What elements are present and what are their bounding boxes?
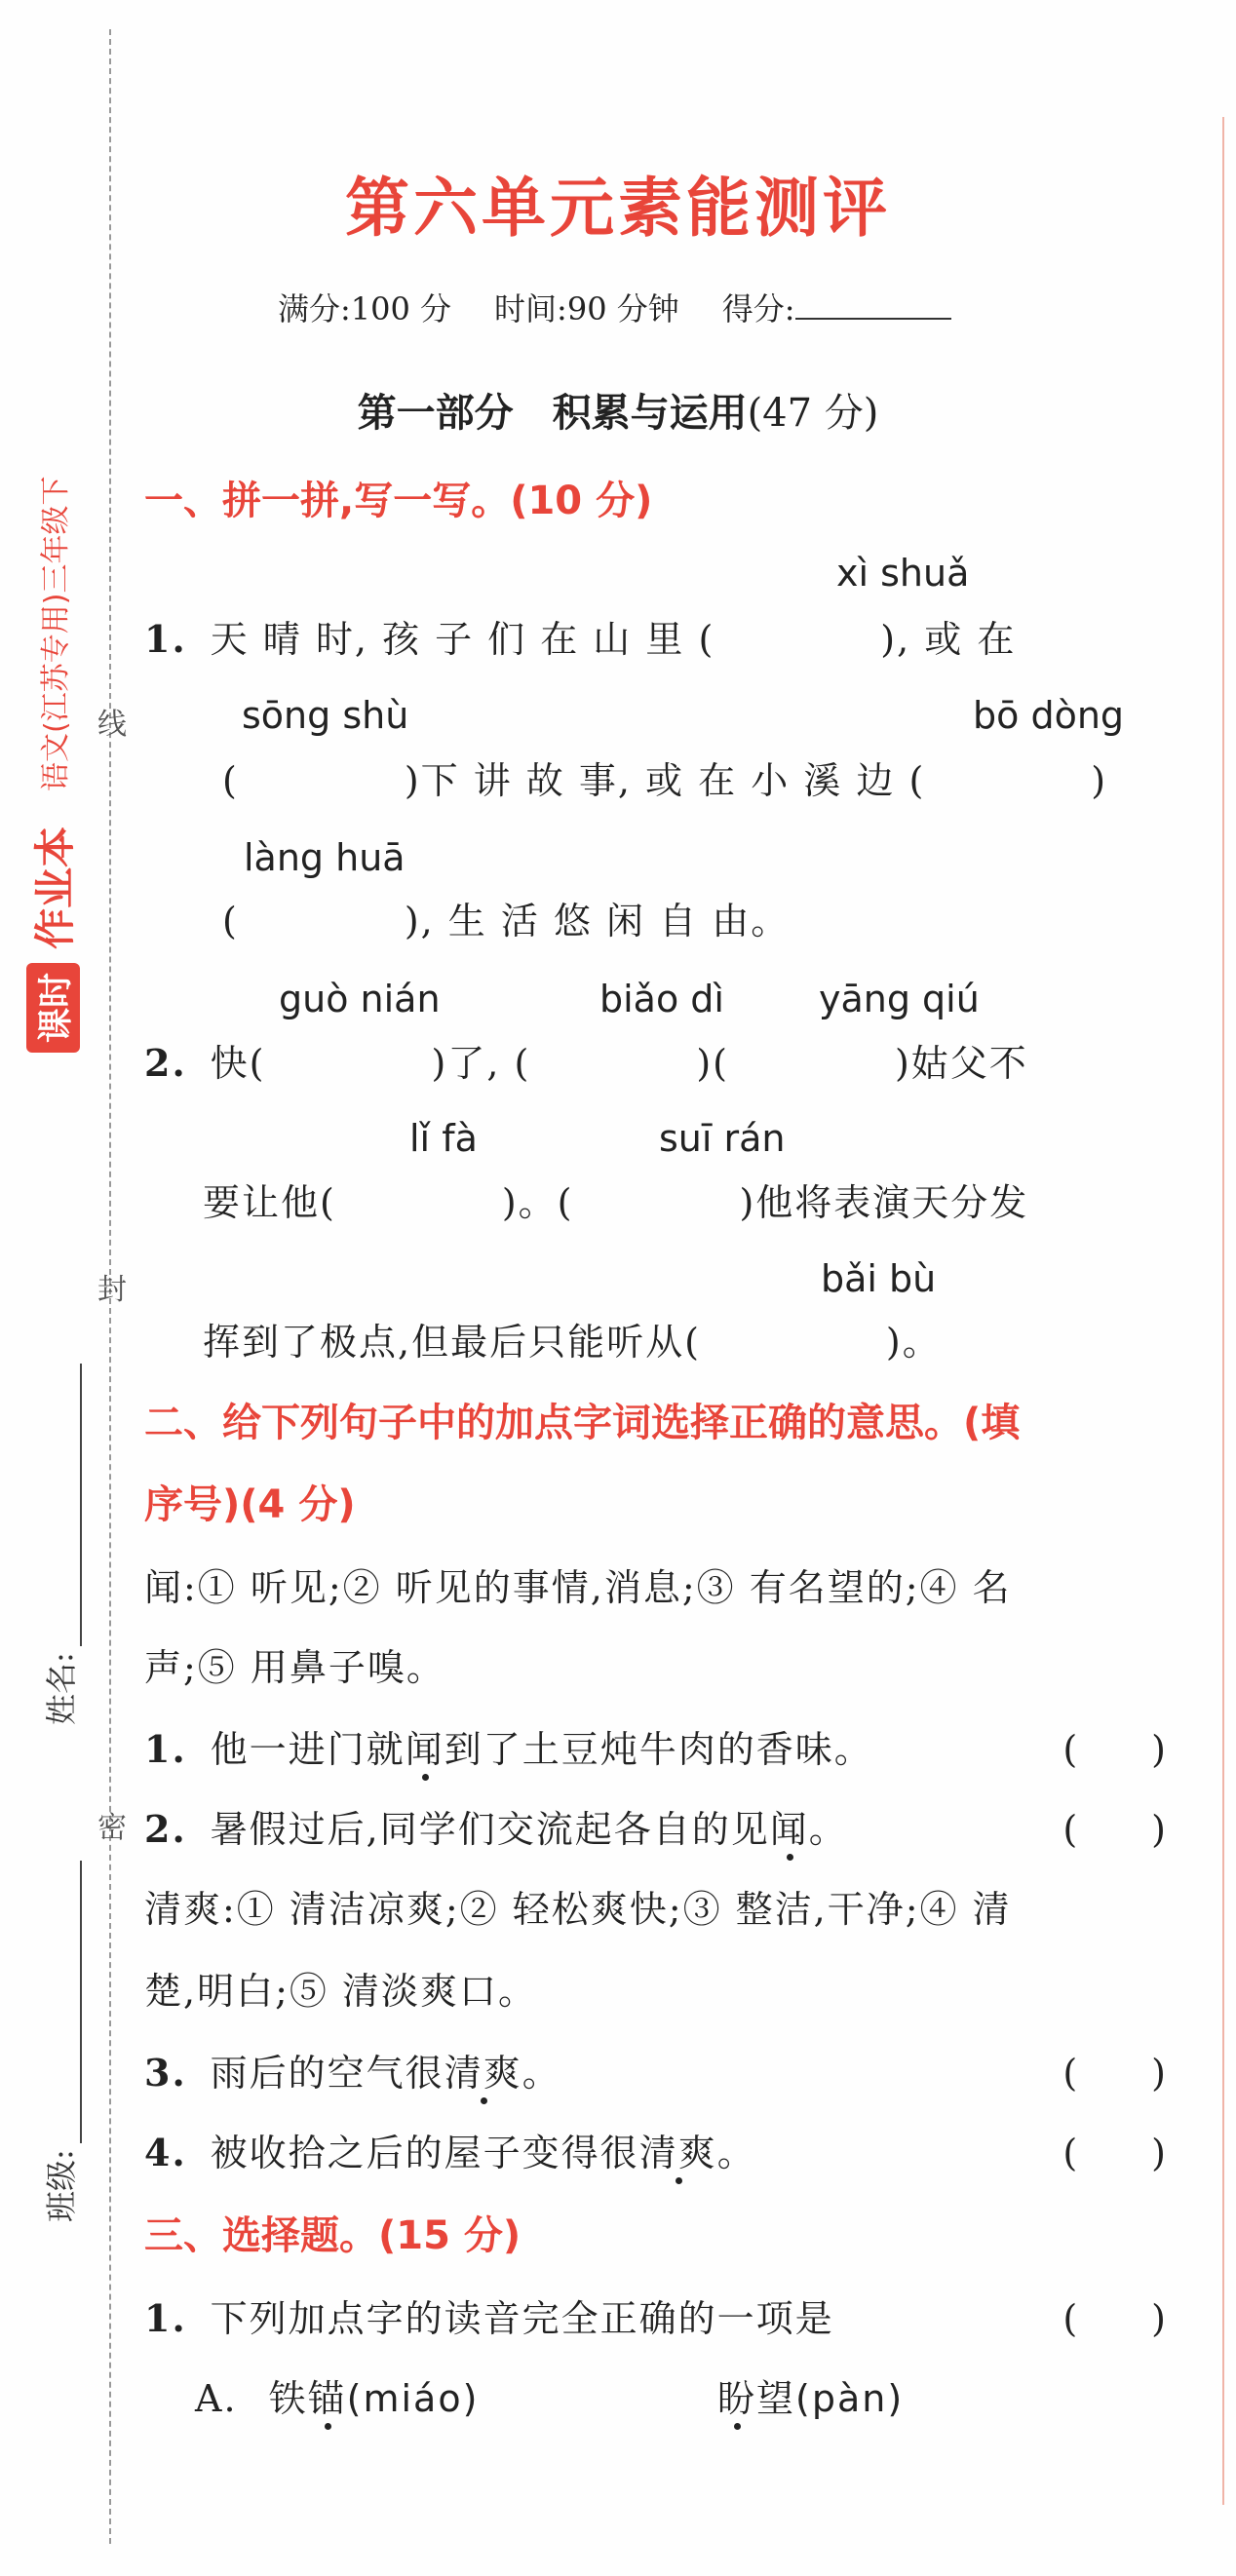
score-label: 得分: <box>721 290 795 327</box>
s2-q2 <box>144 1799 848 1853</box>
q2-text: 快( <box>210 1042 266 1085</box>
q2-text: )他将表演天分发 <box>739 1181 1029 1224</box>
option-a-pinyin: (miáo) <box>346 2377 480 2420</box>
q1-line-2 <box>222 750 1107 804</box>
q2-text: )。 <box>885 1321 942 1364</box>
pinyin-langhua: làng huā <box>244 836 406 879</box>
exam-time: 时间:90 分钟 <box>494 290 679 327</box>
q2-text: 挥到了极点,但最后只能听从( <box>203 1321 701 1364</box>
part-title <box>0 382 1236 438</box>
s2-q4-text: 被收拾之后的屋子变得很 <box>210 2132 639 2174</box>
cut-mark-feng: 封 <box>97 1273 127 1307</box>
q1-line3-head: ( <box>222 900 239 942</box>
s3-q1-text: 下列加点字的读音完全正确的一项是 <box>210 2297 834 2340</box>
s2-q4-number: 4. <box>144 2131 187 2174</box>
option-a[interactable] <box>195 2368 479 2422</box>
dotted-word: 盼 <box>717 2377 757 2420</box>
s2-q2-number: 2. <box>144 1807 187 1851</box>
cut-mark-mi: 密 <box>97 1811 127 1845</box>
s2-q2-text: 暑假过后,同学们交流起各自的见 <box>210 1808 770 1851</box>
section-3-title: 三、选择题。(15 分) <box>144 2213 521 2258</box>
q1-line2-head: ( <box>222 759 239 802</box>
dotted-word: 清爽 <box>638 2132 717 2174</box>
dotted-word: 闻 <box>405 1728 444 1771</box>
score-blank[interactable] <box>795 287 951 320</box>
s2-q3 <box>144 2043 561 2096</box>
name-field[interactable] <box>37 1364 82 1725</box>
q1-line1-text: 天 晴 时, 孩 子 们 在 山 里 ( <box>210 618 715 661</box>
option-a-word-2 <box>717 2368 904 2422</box>
part-title-text: 第一部分 积累与运用 <box>357 390 748 436</box>
q1-line2-tail: ) <box>1091 759 1108 802</box>
answer-paren[interactable]: ( ) <box>1062 2132 1166 2174</box>
answer-paren[interactable]: ( ) <box>1062 2052 1166 2095</box>
option-a-pinyin: (pàn) <box>795 2377 905 2420</box>
brand-text: 作业本 <box>31 826 79 949</box>
q2-line-2 <box>203 1173 1028 1226</box>
dotted-word: 闻 <box>769 1808 809 1851</box>
s3-q1-number: 1. <box>144 2296 187 2340</box>
pinyin-baibu: bǎi bù <box>821 1257 937 1300</box>
pinyin-xishua: xì shuǎ <box>836 552 970 595</box>
option-a-text: 望 <box>756 2377 796 2420</box>
s2-q1-text: 到了土豆炖牛肉的香味。 <box>444 1728 873 1771</box>
option-a-label: A. <box>195 2377 238 2420</box>
qingshuang-definition-1: 清爽:① 清洁凉爽;② 轻松爽快;③ 整洁,干净;④ 清 <box>144 1888 1012 1931</box>
q2-number: 2. <box>144 1041 187 1085</box>
s2-q4-text: 。 <box>716 2132 756 2174</box>
cut-mark-xian: 线 <box>97 708 127 742</box>
pinyin-suiran: suī rán <box>659 1117 786 1160</box>
q2-text: 要让他( <box>203 1181 336 1224</box>
page-edge <box>1222 117 1236 2505</box>
q2-text: )。( <box>501 1181 574 1224</box>
s2-q2-text: 。 <box>808 1808 848 1851</box>
answer-paren[interactable]: ( ) <box>1062 1728 1166 1771</box>
subject-tag: 语文(江苏专用)三年级下 <box>39 476 73 791</box>
full-score: 满分:100 分 <box>278 290 452 327</box>
qingshuang-definition-2: 楚,明白;⑤ 清淡爽口。 <box>144 1970 537 2013</box>
q1-line-3 <box>222 891 790 944</box>
class-blank[interactable] <box>53 1861 82 2143</box>
s2-q3-text: 。 <box>521 2052 561 2095</box>
q2-line-1 <box>144 1033 1028 1087</box>
answer-paren[interactable]: ( ) <box>1062 2297 1166 2340</box>
pinyin-bodong: bō dòng <box>973 694 1125 737</box>
dotted-word: 锚 <box>307 2377 347 2420</box>
q2-text: )姑父不 <box>894 1042 1028 1085</box>
q1-line1-tail: ), 或 在 <box>880 618 1017 661</box>
q1-line-1 <box>144 609 1016 663</box>
q1-line3-tail: ), 生 活 悠 闲 自 由。 <box>404 900 791 942</box>
s2-q3-text: 雨后的空气很 <box>210 2052 444 2095</box>
brand-logo <box>23 477 82 1053</box>
section-1-title: 一、拼一拼,写一写。(10 分) <box>144 479 653 523</box>
score-field <box>722 285 951 329</box>
pinyin-songshu: sōng shù <box>242 694 409 737</box>
class-label: 班级: <box>43 2149 80 2222</box>
pinyin-yangqiu: yāng qiú <box>819 978 980 1020</box>
answer-paren[interactable]: ( ) <box>1062 1808 1166 1851</box>
section-2-title-line-2: 序号)(4 分) <box>144 1482 356 1527</box>
dotted-word: 清爽 <box>444 2052 522 2095</box>
q1-line2-mid: )下 讲 故 事, 或 在 小 溪 边 ( <box>404 759 926 802</box>
pinyin-lifa: lǐ fà <box>409 1117 478 1160</box>
s2-q1 <box>144 1719 873 1773</box>
s2-q3-number: 3. <box>144 2051 187 2095</box>
s2-q4 <box>144 2123 756 2176</box>
exam-meta <box>278 285 951 329</box>
q1-number: 1. <box>144 617 187 661</box>
pinyin-biaodi: biǎo dì <box>599 978 724 1020</box>
pinyin-guonian: guò nián <box>279 978 441 1020</box>
q2-text: )( <box>696 1042 729 1085</box>
brand-box: 课时 <box>26 963 80 1053</box>
s2-q1-number: 1. <box>144 1727 187 1771</box>
part-score: (47 分) <box>747 391 879 436</box>
class-field[interactable] <box>37 1861 82 2222</box>
wen-definition-2: 声;⑤ 用鼻子嗅。 <box>144 1646 445 1689</box>
q2-line-3 <box>203 1312 942 1365</box>
s2-q1-text: 他一进门就 <box>210 1728 406 1771</box>
wen-definition-1: 闻:① 听见;② 听见的事情,消息;③ 有名望的;④ 名 <box>144 1566 1012 1609</box>
section-2-title-line-1: 二、给下列句子中的加点字词选择正确的意思。(填 <box>144 1401 1021 1445</box>
name-blank[interactable] <box>53 1364 82 1646</box>
s3-q1 <box>144 2288 834 2342</box>
q2-text: )了, ( <box>431 1042 531 1085</box>
name-label: 姓名: <box>43 1652 80 1725</box>
option-a-text: 铁 <box>268 2377 308 2420</box>
page-title: 第六单元素能测评 <box>345 170 891 246</box>
